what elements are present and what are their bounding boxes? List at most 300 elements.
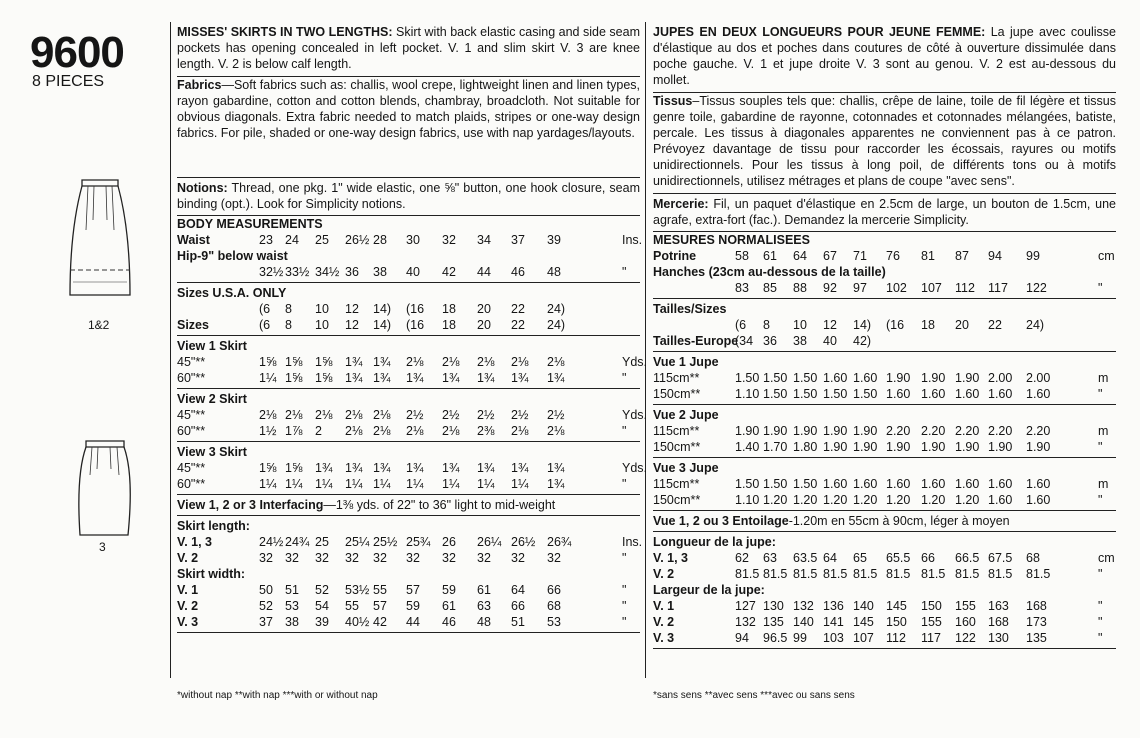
cell: 2½ (511, 408, 529, 422)
row-label: V. 1, 3 (653, 551, 688, 565)
cell: 44 (477, 265, 491, 279)
unit: " (622, 424, 627, 438)
view-2-heading: View 2 Skirt (177, 392, 247, 406)
cell: 38 (373, 265, 387, 279)
cell: 2.20 (955, 424, 980, 438)
cell: 81.5 (886, 567, 911, 581)
cell: 64 (793, 249, 807, 263)
row-label: V. 1 (177, 583, 199, 597)
en-footnote: *without nap **with nap ***with or without nap (177, 690, 378, 701)
cell: 1⅝ (259, 355, 277, 369)
cell: 99 (793, 631, 807, 645)
cell: 24½ (259, 535, 284, 549)
cell: 1½ (259, 424, 277, 438)
en-notions: Notions: Thread, one pkg. 1" wide elastic, one ⅝" button, one hook closure, seam binding (opt.). Look for Simplicity notions. (177, 181, 641, 211)
cell: 61 (763, 249, 777, 263)
row-label: 45"** (177, 408, 206, 422)
cell: 25 (315, 233, 329, 247)
cell: 1.50 (793, 477, 818, 491)
hip-label: Hip-9" below waist (177, 249, 288, 263)
unit: m (1098, 371, 1109, 385)
cell: 1¼ (259, 477, 277, 491)
cell: 1.20 (921, 493, 946, 507)
cell: 55 (373, 583, 387, 597)
cell: 132 (735, 615, 756, 629)
cell: (16 (886, 318, 905, 332)
cell: 2.00 (1026, 371, 1051, 385)
cell: (6 (259, 318, 271, 332)
cell: 8 (285, 318, 292, 332)
row-label: 60"** (177, 424, 206, 438)
cell: 37 (511, 233, 525, 247)
cell: 1¾ (406, 371, 424, 385)
cell: 130 (763, 599, 784, 613)
width-v1-row (177, 582, 640, 598)
cell: 54 (315, 599, 329, 613)
cell: 71 (853, 249, 867, 263)
unit: m (1098, 477, 1109, 491)
sizes-usa-values (177, 301, 640, 317)
row-label: 150cm** (653, 387, 701, 401)
cell: 25½ (373, 535, 398, 549)
cell: 24 (285, 233, 299, 247)
cell: 1.50 (763, 387, 788, 401)
cell: 28 (373, 233, 387, 247)
cell: 2⅛ (547, 424, 565, 438)
cell: 1.20 (823, 493, 848, 507)
cell: 48 (547, 265, 561, 279)
cell: 81.5 (763, 567, 788, 581)
cell: 10 (315, 302, 329, 316)
unit: " (622, 371, 627, 385)
cell: 1¾ (373, 371, 391, 385)
cell: 135 (763, 615, 784, 629)
cell: 67 (823, 249, 837, 263)
cell: 1¾ (547, 477, 565, 491)
unit: " (622, 615, 627, 629)
cell: 65 (853, 551, 867, 565)
cell: 2⅛ (373, 408, 391, 422)
cell: 63 (477, 599, 491, 613)
cell: 1¾ (477, 461, 495, 475)
cell: 58 (735, 249, 749, 263)
cell: 52 (315, 583, 329, 597)
cell: 122 (955, 631, 976, 645)
cell: 1.70 (763, 440, 788, 454)
cell: 1¾ (511, 371, 529, 385)
cell: 25¾ (406, 535, 431, 549)
row-label: V. 2 (653, 567, 675, 581)
cell: 66 (511, 599, 525, 613)
cell: 39 (315, 615, 329, 629)
cell: 2⅛ (511, 355, 529, 369)
cell: 1.60 (988, 387, 1013, 401)
cell: 168 (1026, 599, 1047, 613)
cell: 1.60 (1026, 477, 1051, 491)
cell: 25¼ (345, 535, 370, 549)
cell: 14) (373, 302, 392, 316)
cell: 57 (373, 599, 387, 613)
cell: 1¼ (406, 477, 424, 491)
cell: 1.60 (886, 387, 911, 401)
cell: 32 (373, 551, 387, 565)
cell: 2⅜ (477, 424, 495, 438)
skirt-width-heading: Largeur de la jupe: (653, 583, 765, 597)
cell: 112 (886, 631, 906, 645)
cell: 1.50 (823, 387, 848, 401)
french-column (653, 24, 1116, 651)
cell: 155 (955, 599, 976, 613)
cell: 61 (477, 583, 491, 597)
row-label: 115cm** (653, 424, 700, 438)
sizes-row (653, 333, 1116, 349)
cell: 155 (921, 615, 942, 629)
cell: 36 (763, 334, 777, 348)
cell: 1⅝ (259, 461, 277, 475)
cell: 26¾ (547, 535, 572, 549)
cell: 2⅛ (285, 408, 303, 422)
cell: 1¼ (285, 477, 303, 491)
row-label: 150cm** (653, 493, 701, 507)
cell: 1.40 (735, 440, 760, 454)
cell: 48 (477, 615, 491, 629)
cell: 46 (511, 265, 525, 279)
view-label-3: 3 (99, 540, 106, 554)
cell: 55 (345, 599, 359, 613)
width-v1-row (653, 598, 1116, 614)
cell: 2⅛ (511, 424, 529, 438)
cell: 112 (955, 281, 975, 295)
row-label: 150cm** (653, 440, 701, 454)
row-label: V. 1, 3 (177, 535, 212, 549)
cell: 1¼ (345, 477, 363, 491)
length-v2-row (653, 566, 1116, 582)
cell: 130 (988, 631, 1009, 645)
cell: 38 (285, 615, 299, 629)
cell: 160 (955, 615, 976, 629)
cell: 1⅝ (285, 355, 303, 369)
cell: 30 (406, 233, 420, 247)
cell: 1.90 (886, 440, 911, 454)
cell: 42) (853, 334, 872, 348)
cell: 107 (921, 281, 942, 295)
cell: 26½ (511, 535, 536, 549)
cell: 1¾ (315, 461, 333, 475)
cell: 10 (315, 318, 329, 332)
cell: 1.90 (823, 440, 848, 454)
cell: 2⅛ (315, 408, 333, 422)
cell: 1.90 (1026, 440, 1051, 454)
cell: 22 (511, 302, 525, 316)
cell: 40 (406, 265, 420, 279)
cell: 1¾ (373, 355, 391, 369)
cell: 1¼ (477, 477, 495, 491)
row-label: 60"** (177, 371, 206, 385)
fr-fabrics: Tissus–Tissus souples tels que: challis, crêpe de laine, toile de fil légère et tissus genre toile, gabardine de rayonne, cotonnades et cotonnades mélangées, batiste, percale. Les tissus à diagonales apparentes ne conviennent pas à ce patron. Prévoyez davantage de tissu pour raccorder les écossais, rayures ou motifs unidirectionnels. Pour les tissus à long poil, de différents tons ou à motifs unidirectionnels, utilisez métrages et plans de coupe "avec sens". (653, 94, 1116, 188)
cell: 2 (315, 424, 322, 438)
row-label: Sizes (177, 318, 209, 332)
cell: 81.5 (988, 567, 1013, 581)
cell: 18 (442, 318, 456, 332)
cell: 59 (406, 599, 420, 613)
cell: 1.20 (763, 493, 788, 507)
sizes-row (177, 317, 640, 333)
cell: 81 (921, 249, 935, 263)
cell: 32 (285, 551, 299, 565)
cell: (34 (735, 334, 754, 348)
row-label: 45"** (177, 355, 206, 369)
cell: 23 (259, 233, 273, 247)
cell: 81.5 (853, 567, 878, 581)
cell: 46 (442, 615, 456, 629)
cell: 40½ (345, 615, 370, 629)
cell: 8 (763, 318, 770, 332)
unit: " (622, 583, 627, 597)
pattern-number: 9600 (30, 28, 124, 77)
cell: 2⅛ (477, 355, 495, 369)
cell: 81.5 (793, 567, 818, 581)
cell: 99 (1026, 249, 1040, 263)
unit: cm (1098, 551, 1115, 565)
cell: 10 (793, 318, 807, 332)
cell: 66 (547, 583, 561, 597)
cell: 42 (373, 615, 387, 629)
cell: 1¾ (511, 461, 529, 475)
cell: 63 (763, 551, 777, 565)
cell: 2.20 (1026, 424, 1051, 438)
cell: 42 (442, 265, 456, 279)
cell: 1.90 (921, 371, 946, 385)
cell: 1¼ (442, 477, 460, 491)
cell: 117 (988, 281, 1008, 295)
cell: 127 (735, 599, 756, 613)
cell: 1.10 (735, 387, 760, 401)
cell: 81.5 (921, 567, 946, 581)
cell: 1¾ (373, 461, 391, 475)
cell: 1¾ (442, 461, 460, 475)
cell: (16 (406, 302, 425, 316)
cell: 1.90 (853, 440, 878, 454)
cell: 1.60 (988, 493, 1013, 507)
cell: 24) (547, 318, 566, 332)
cell: 51 (511, 615, 525, 629)
cell: 1.90 (735, 424, 760, 438)
interfacing-row: View 1, 2 or 3 Interfacing—1⅜ yds. of 22" to 36" light to mid-weight (177, 498, 556, 512)
en-fabrics: Fabrics—Soft fabrics such as: challis, wool crepe, lightweight linen and linen types, rayon gabardine, cotton and cotton blends, chambray, broadcloth. Not suitable for obvious diagonals. Extra fabric needed to match plaids, stripes or one-way design fabrics. For pile, shaded or one-way design fabrics, use with nap yardages/layouts. (177, 78, 640, 140)
cell: 40 (823, 334, 837, 348)
cell: 2⅛ (345, 408, 363, 422)
view-3-row-60 (177, 476, 640, 492)
cell: 12 (823, 318, 837, 332)
cell: 136 (823, 599, 844, 613)
cell: 81.5 (955, 567, 980, 581)
cell: 68 (1026, 551, 1040, 565)
unit: " (1098, 615, 1103, 629)
unit: " (622, 599, 627, 613)
pieces-count: 8 PIECES (32, 73, 105, 90)
cell: 85 (763, 281, 777, 295)
cell: 92 (823, 281, 837, 295)
cell: 36 (345, 265, 359, 279)
cell: 102 (886, 281, 907, 295)
row-label: 115cm** (653, 371, 700, 385)
row-label: V. 3 (177, 615, 199, 629)
cell: 1⅞ (285, 424, 303, 438)
unit: " (1098, 599, 1103, 613)
row-label: Tailles-Europe (653, 334, 739, 348)
unit: " (1098, 281, 1103, 295)
view-1-row-60 (177, 370, 640, 386)
cell: 18 (921, 318, 935, 332)
cell: 1¾ (345, 371, 363, 385)
unit: Yds. (622, 461, 648, 475)
width-v2-row (177, 598, 640, 614)
cell: 1.60 (823, 371, 848, 385)
unit: " (1098, 631, 1103, 645)
cell: 140 (793, 615, 814, 629)
cell: 59 (442, 583, 456, 597)
cell: 1.10 (735, 493, 760, 507)
cell: 2⅛ (442, 424, 460, 438)
cell: 37 (259, 615, 273, 629)
view-2-row-60 (177, 423, 640, 439)
cell: 88 (793, 281, 807, 295)
fr-notions: Mercerie: Fil, un paquet d'élastique en 2.5cm de large, un bouton de 1.5cm, une agrafe, extra-fort (fac.). Demandez la mercerie Simplicity. (653, 197, 1116, 227)
skirt-sketch-view-3-icon (70, 435, 140, 545)
cell: 1.60 (853, 371, 878, 385)
cell: 68 (547, 599, 561, 613)
cell: 8 (285, 302, 292, 316)
cell: 2⅛ (406, 355, 424, 369)
view-3-heading: Vue 3 Jupe (653, 461, 719, 475)
length-v2-row (177, 550, 640, 566)
sizes-usa-values (653, 317, 1116, 333)
cell: 12 (345, 302, 359, 316)
cell: 32 (477, 551, 491, 565)
cell: 2.00 (988, 371, 1013, 385)
cell: 145 (853, 615, 874, 629)
cell: 1¾ (442, 371, 460, 385)
interfacing-row: Vue 1, 2 ou 3 Entoilage-1.20m en 55cm à 90cm, léger à moyen (653, 514, 1010, 528)
skirt-width-heading: Skirt width: (177, 567, 246, 581)
cell: 1¾ (406, 461, 424, 475)
cell: 39 (547, 233, 561, 247)
cell: 22 (988, 318, 1002, 332)
view-1-row-60 (653, 386, 1116, 402)
cell: 52 (259, 599, 273, 613)
cell: 173 (1026, 615, 1047, 629)
width-v3-row (653, 630, 1116, 646)
cell: 32 (442, 551, 456, 565)
cell: 2⅛ (373, 424, 391, 438)
cell: 1.90 (921, 440, 946, 454)
unit: Ins. (622, 233, 643, 247)
cell: 1.60 (886, 477, 911, 491)
cell: 1¾ (345, 355, 363, 369)
cell: 1.90 (793, 424, 818, 438)
unit: m (1098, 424, 1109, 438)
en-description: MISSES' SKIRTS IN TWO LENGTHS: Skirt with back elastic casing and side seam pockets has opening concealed in left pocket. V. 1 and slim skirt V. 3 are knee length. V. 2 is below calf length. (177, 25, 640, 71)
view-2-row-45 (177, 407, 648, 423)
cell: 1.50 (735, 477, 760, 491)
unit: " (1098, 440, 1103, 454)
row-label: Sizes U.S.A. ONLY (177, 286, 287, 300)
row-label: 60"** (177, 477, 206, 491)
cell: 117 (921, 631, 941, 645)
cell: 67.5 (988, 551, 1013, 565)
unit: " (622, 477, 627, 491)
cell: 38 (793, 334, 807, 348)
waist-row (177, 232, 643, 248)
cell: 1.90 (988, 440, 1013, 454)
cell: 53 (547, 615, 561, 629)
cell: 87 (955, 249, 969, 263)
cell: 26¼ (477, 535, 502, 549)
skirt-sketch-view-1-2-icon (60, 170, 140, 310)
cell: 33½ (285, 265, 310, 279)
cell: 34 (477, 233, 491, 247)
unit: Yds. (622, 408, 648, 422)
cell: 81.5 (735, 567, 760, 581)
cell: 1.60 (988, 477, 1013, 491)
cell: 2.20 (988, 424, 1013, 438)
cell: 1¼ (315, 477, 333, 491)
width-v3-row (177, 614, 640, 630)
cell: 12 (345, 318, 359, 332)
cell: (6 (735, 318, 747, 332)
cell: 44 (406, 615, 420, 629)
cell: 61 (442, 599, 456, 613)
unit: " (1098, 387, 1103, 401)
length-v13-row (653, 550, 1116, 566)
cell: 2⅛ (442, 355, 460, 369)
cell: 26 (442, 535, 456, 549)
cell: 81.5 (1026, 567, 1051, 581)
cell: 32 (511, 551, 525, 565)
cell: 1.20 (853, 493, 878, 507)
cell: 1¾ (477, 371, 495, 385)
cell: 22 (511, 318, 525, 332)
unit: cm (1098, 249, 1115, 263)
body-measurements-heading: MESURES NORMALISEES (653, 233, 810, 247)
cell: 1.50 (763, 371, 788, 385)
row-label: V. 3 (653, 631, 675, 645)
hip-row (653, 280, 1116, 296)
cell: 1¼ (259, 371, 277, 385)
cell: 1.90 (955, 440, 980, 454)
unit: Ins. (622, 535, 643, 549)
cell: 32 (442, 233, 456, 247)
view-3-row-60 (653, 492, 1116, 508)
cell: 63.5 (793, 551, 818, 565)
view-3-row-45 (177, 460, 648, 476)
cell: 1.50 (793, 371, 818, 385)
cell: 76 (886, 249, 900, 263)
unit: " (622, 265, 627, 279)
cell: 1.50 (735, 371, 760, 385)
cell: 1.90 (886, 371, 911, 385)
cell: 2.20 (921, 424, 946, 438)
cell: 64 (823, 551, 837, 565)
cell: 2½ (547, 408, 565, 422)
cell: 2⅛ (259, 408, 277, 422)
cell: 1.60 (955, 387, 980, 401)
view-2-row-45 (653, 423, 1116, 439)
fr-description: JUPES EN DEUX LONGUEURS POUR JEUNE FEMME: La jupe avec coulisse d'élastique au dos et poches dans coutures de côté à ouverture dissimulée dans poche gauche. V. 1 et jupe droite V. 3 sont au genou. V. 2 est au-dessous du mollet. (653, 25, 1116, 87)
unit: " (1098, 493, 1103, 507)
cell: 94 (988, 249, 1002, 263)
unit: " (1098, 567, 1103, 581)
